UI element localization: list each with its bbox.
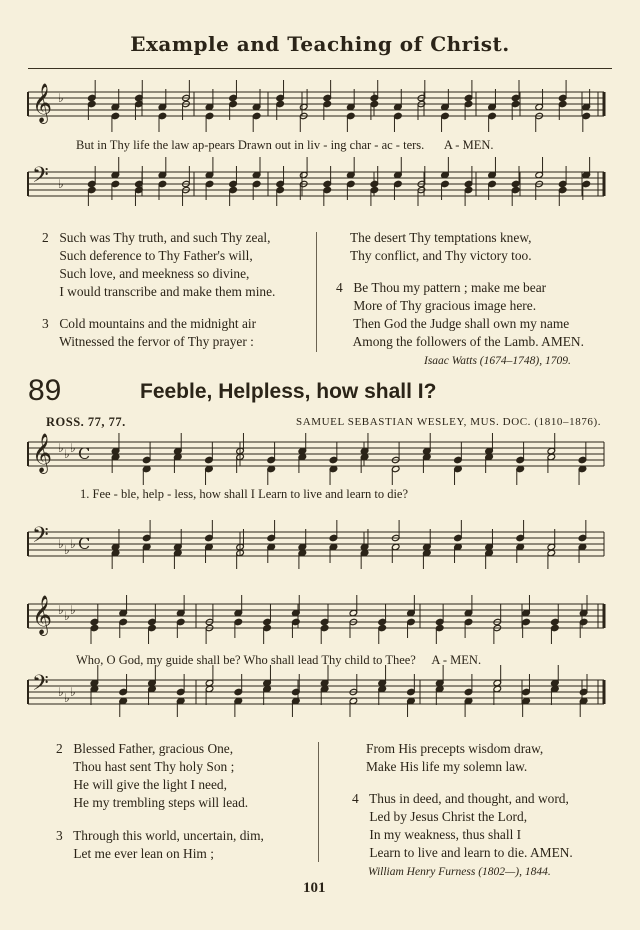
stanza-line: Let me ever lean on Him ; <box>73 846 214 861</box>
hymn89-tune: ROSS. 77, 77. <box>46 415 126 429</box>
hymn88-lyric-text: But in Thy life the law ap-pears Drawn out in liv - ing char - ac - ters. <box>76 138 425 152</box>
hymn88-credit: Isaac Watts (1674–1748), 1709. <box>424 355 571 367</box>
stanza-number: 4 <box>352 791 359 806</box>
stanza-line: Be Thou my pattern ; make me bear <box>353 280 547 295</box>
hymn89-system2-treble-staff <box>0 592 640 652</box>
stanza-line: In my weakness, thus shall I <box>369 827 522 842</box>
hymn89-credit: William Henry Furness (1802—), 1844. <box>368 866 551 878</box>
stanza-line: More of Thy gracious image here. <box>353 298 537 313</box>
stanza-column-divider <box>316 232 317 352</box>
title-rule <box>28 68 612 69</box>
stanza-number: 3 <box>42 316 49 331</box>
flat-icon: ♭ <box>58 603 64 617</box>
stanza-line: I would transcribe and make them mine. <box>59 284 276 299</box>
hymn88-amen: A - MEN. <box>443 138 494 152</box>
hymn89-amen: A - MEN. <box>431 653 482 667</box>
hymn89-stanza-3a <box>56 827 264 863</box>
hymn89-system1-lyrics: 1. Fee - ble, help - less, how shall I Learn to live and learn to die? <box>80 487 409 501</box>
flat-icon: ♭ <box>64 543 70 557</box>
hymn89-stanza-4 <box>352 790 573 862</box>
hymn89-system1-treble-staff <box>0 432 640 492</box>
stanza-line: Thy conflict, and Thy victory too. <box>350 248 532 263</box>
flat-icon: ♭ <box>70 685 76 699</box>
common-time-icon: C <box>78 534 91 553</box>
hymn89-title: Feeble, Helpless, how shall I? <box>140 380 437 403</box>
stanza-line: Thou hast sent Thy holy Son ; <box>73 759 235 774</box>
stanza-line: Learn to live and learn to die. AMEN. <box>369 845 573 860</box>
hymn88-stanza-2 <box>42 229 275 301</box>
hymn88-stanza-3b <box>350 229 532 265</box>
stanza-number: 2 <box>42 230 49 245</box>
bass-clef-icon: 𝄢 <box>32 163 49 193</box>
flat-icon: ♭ <box>58 537 64 551</box>
stanza-line: From His precepts wisdom draw, <box>366 741 544 756</box>
flat-icon: ♭ <box>64 609 70 623</box>
stanza-line: He will give the light I need, <box>73 777 227 792</box>
treble-clef-icon: 𝄞 <box>32 595 53 635</box>
stanza-line: Such deference to Thy Father's will, <box>59 248 253 263</box>
flat-icon: ♭ <box>58 177 64 191</box>
stanza-line: Blessed Father, gracious One, <box>73 741 234 756</box>
stanza-line: Such was Thy truth, and such Thy zeal, <box>59 230 271 245</box>
stanza-line: Cold mountains and the midnight air <box>59 316 257 331</box>
hymn88-stanza-4 <box>336 279 584 351</box>
hymn88-treble-staff <box>0 78 640 138</box>
common-time-icon: C <box>78 444 91 463</box>
stanza-line: The desert Thy temptations knew, <box>350 230 532 245</box>
flat-icon: ♭ <box>58 91 64 105</box>
hymn89-system2-lyric-text: Who, O God, my guide shall be? Who shall lead Thy child to Thee? <box>76 653 416 667</box>
hymn89-stanza-3b <box>366 740 543 776</box>
flat-icon: ♭ <box>70 603 76 617</box>
stanza-line: Such love, and meekness so divine, <box>59 266 250 281</box>
flat-icon: ♭ <box>58 685 64 699</box>
stanza-line: Make His life my solemn law. <box>366 759 528 774</box>
stanza-number: 2 <box>56 741 63 756</box>
bass-clef-icon: 𝄢 <box>32 523 49 553</box>
stanza-line: Through this world, uncertain, dim, <box>73 828 264 843</box>
treble-clef-icon: 𝄞 <box>32 433 53 473</box>
stanza-line: Witnessed the fervor of Thy prayer : <box>59 334 254 349</box>
hymn89-system2-lyrics <box>76 653 481 668</box>
stanza-line: He my trembling steps will lead. <box>73 795 249 810</box>
hymn88-stanza-3a <box>42 315 256 351</box>
hymn88-bass-staff <box>0 158 640 218</box>
stanza-number: 4 <box>336 280 343 295</box>
hymn89-stanza-2 <box>56 740 248 812</box>
flat-icon: ♭ <box>58 441 64 455</box>
flat-icon: ♭ <box>70 537 76 551</box>
treble-clef-icon: 𝄞 <box>32 83 53 123</box>
hymn88-lyrics-line <box>76 138 494 153</box>
hymn89-composer: SAMUEL SEBASTIAN WESLEY, MUS. DOC. (1810–1876). <box>296 416 602 428</box>
stanza-column-divider <box>318 742 319 862</box>
bass-clef-icon: 𝄢 <box>32 671 49 701</box>
stanza-number: 3 <box>56 828 63 843</box>
page-number: 101 <box>303 880 326 896</box>
hymn89-system1-bass-staff <box>0 508 640 588</box>
flat-icon: ♭ <box>64 691 70 705</box>
flat-icon: ♭ <box>64 447 70 461</box>
running-title: Example and Teaching of Christ. <box>130 32 510 56</box>
stanza-line: Thus in deed, and thought, and word, <box>369 791 569 806</box>
hymn89-system2-bass-staff <box>0 668 640 738</box>
stanza-line: Among the followers of the Lamb. AMEN. <box>352 334 584 349</box>
stanza-line: Then God the Judge shall own my name <box>353 316 570 331</box>
hymn89-number: 89 <box>28 374 62 407</box>
flat-icon: ♭ <box>70 441 76 455</box>
stanza-line: Led by Jesus Christ the Lord, <box>369 809 528 824</box>
